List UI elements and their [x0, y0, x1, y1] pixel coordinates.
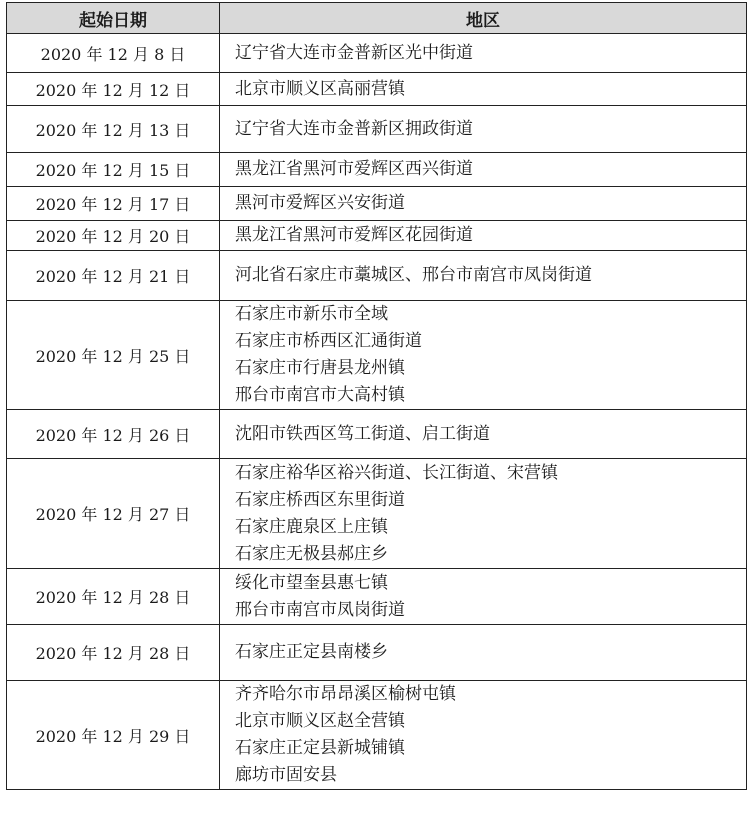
region-cell: [220, 625, 747, 681]
start-date-cell: 2020 年 12 月 12 日: [7, 73, 220, 106]
region-line: 石家庄无极县郝庄乡: [235, 543, 388, 564]
region-cell: [220, 301, 747, 410]
start-date-cell: 2020 年 12 月 17 日: [7, 187, 220, 221]
region-line: 沈阳市铁西区笃工街道、启工街道: [235, 423, 490, 444]
region-cell: [220, 34, 747, 73]
table-row: [7, 73, 747, 106]
table-row: [7, 459, 747, 569]
region-cell: [220, 459, 747, 569]
region-cell: [220, 187, 747, 221]
region-line: 河北省石家庄市藁城区、邢台市南宫市凤岗街道: [235, 265, 592, 285]
start-date-cell: 2020 年 12 月 25 日: [7, 301, 220, 410]
region-line: 石家庄裕华区裕兴街道、长江街道、宋营镇: [235, 462, 558, 483]
start-date-cell: 2020 年 12 月 13 日: [7, 106, 220, 153]
table-row: [7, 301, 747, 410]
table-row: [7, 251, 747, 301]
region-line: 北京市顺义区高丽营镇: [235, 78, 405, 99]
table-row: [7, 681, 747, 790]
region-line: 石家庄市新乐市全域: [235, 304, 388, 324]
start-date-cell: 2020 年 12 月 29 日: [7, 681, 220, 790]
start-date-cell: 2020 年 12 月 21 日: [7, 251, 220, 301]
region-line: 辽宁省大连市金普新区光中街道: [235, 42, 473, 63]
table-row: [7, 410, 747, 459]
table-header-row: [7, 3, 747, 34]
start-date-cell: 2020 年 12 月 28 日: [7, 569, 220, 625]
table-row: [7, 153, 747, 187]
region-line: 绥化市望奎县惠七镇: [235, 572, 388, 593]
start-date-cell: 2020 年 12 月 15 日: [7, 153, 220, 187]
region-line: 廊坊市固安县: [235, 765, 337, 785]
region-line: 齐齐哈尔市昂昂溪区榆树屯镇: [235, 684, 456, 704]
region-line: 石家庄桥西区东里街道: [235, 489, 405, 510]
region-line: 辽宁省大连市金普新区拥政街道: [235, 118, 473, 139]
table-row: [7, 34, 747, 73]
start-date-cell: 2020 年 12 月 27 日: [7, 459, 220, 569]
region-cell: [220, 106, 747, 153]
header-start-date: 起始日期: [7, 3, 220, 34]
start-date-cell: 2020 年 12 月 28 日: [7, 625, 220, 681]
region-start-date-table: [6, 2, 747, 790]
region-cell: [220, 251, 747, 301]
region-cell: [220, 73, 747, 106]
region-line: 黑龙江省黑河市爱辉区花园街道: [235, 225, 473, 245]
table-row: [7, 106, 747, 153]
region-cell: [220, 153, 747, 187]
table-row: [7, 187, 747, 221]
region-line: 石家庄鹿泉区上庄镇: [235, 516, 388, 537]
region-cell: [220, 221, 747, 251]
table-row: [7, 625, 747, 681]
region-line: 邢台市南宫市凤岗街道: [235, 599, 405, 620]
start-date-cell: 2020 年 12 月 26 日: [7, 410, 220, 459]
region-line: 石家庄市行唐县龙州镇: [235, 358, 405, 378]
region-line: 石家庄正定县新城铺镇: [235, 738, 405, 758]
region-line: 黑河市爱辉区兴安街道: [235, 193, 405, 213]
table-body: [7, 34, 747, 790]
region-line: 邢台市南宫市大高村镇: [235, 385, 405, 405]
header-region: 地区: [220, 3, 747, 34]
table-row: [7, 569, 747, 625]
region-line: 石家庄正定县南楼乡: [235, 642, 388, 662]
start-date-cell: 2020 年 12 月 20 日: [7, 221, 220, 251]
table-row: [7, 221, 747, 251]
region-line: 黑龙江省黑河市爱辉区西兴街道: [235, 159, 473, 179]
region-line: 北京市顺义区赵全营镇: [235, 711, 405, 731]
region-cell: [220, 681, 747, 790]
region-cell: [220, 569, 747, 625]
region-line: 石家庄市桥西区汇通街道: [235, 331, 422, 351]
region-cell: [220, 410, 747, 459]
start-date-cell: 2020 年 12 月 8 日: [7, 34, 220, 73]
region-start-date-table-container: [6, 2, 747, 790]
